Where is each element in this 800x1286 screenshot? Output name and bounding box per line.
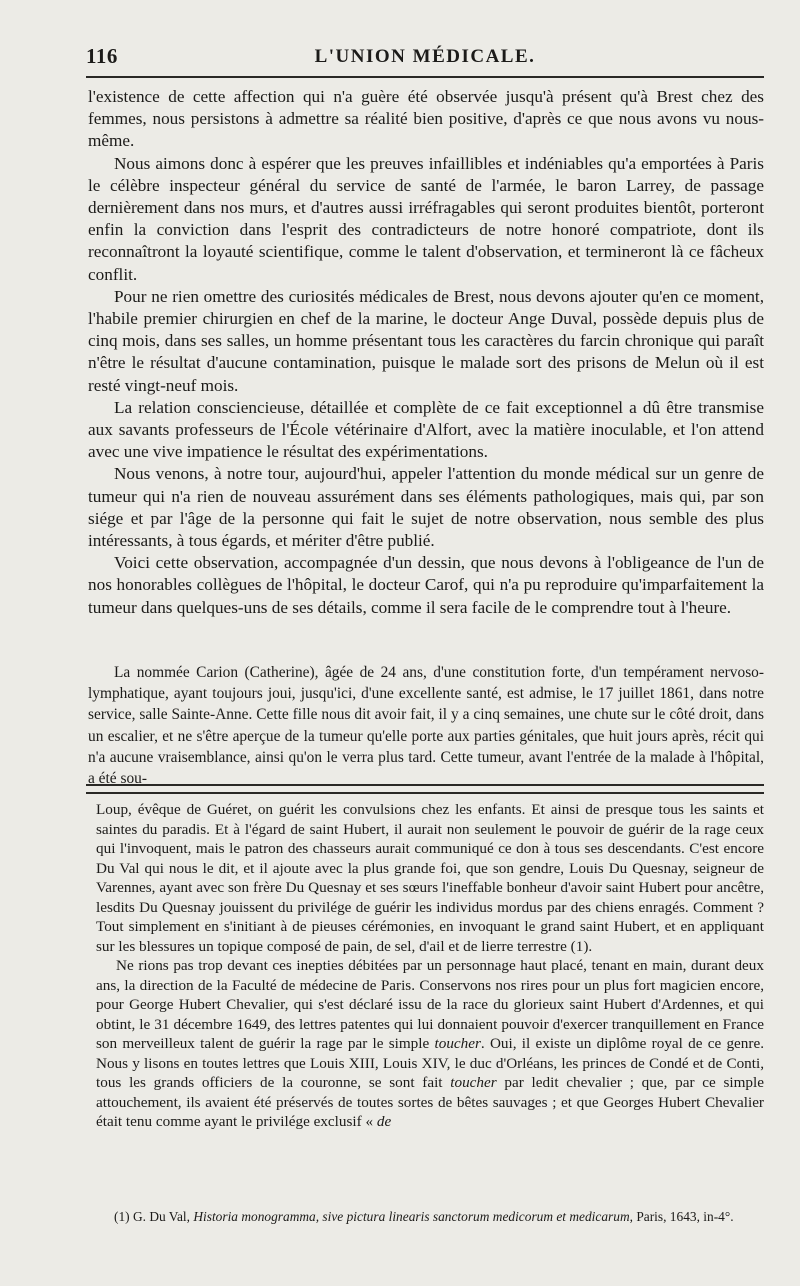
main-paragraph-3: Pour ne rien omettre des curiosités médicales de Brest, nous devons ajouter qu'en ce moment, l'habile premier chirurgien en chef de la marine, le docteur Ange Duval, possède depuis plus de cinq mois, dans ses salles, un homme présentant tous les caractères du farcin chronique qui paraît n'être le résultat d'aucune contamination, puisque le malade sort des prisons de Melun où il est resté vingt-neuf mois. <box>88 286 764 395</box>
main-paragraph-1: l'existence de cette affection qui n'a guère été observée jusqu'à présent qu'à Brest chez des femmes, nous persistons à admettre sa réalité bien positive, d'après ce que nous avons vu nous-même. <box>88 87 764 151</box>
italic-word: de <box>376 1113 392 1130</box>
main-text <box>88 86 764 619</box>
feuilleton-text-run: Ne rions pas trop devant ces inepties débitées par un personnage haut placé, tenant en main, durant deux ans, la direction de la Faculté de médecine de Paris. Conservons nos rires pour un plus fort magicien encore, pour George Hubert Chevalier, qui s'est déclaré issu de la race du glorieux saint Hubert d'Ardennes, et qui obtint, le 31 décembre 1649, des lettres patentes qui lui donnaient pouvoir d'exercer tranquillement en France son merveilleux talent de guérir la rage par le simple <box>96 957 764 1052</box>
case-paragraph: La nommée Carion (Catherine), âgée de 24 ans, d'une constitution forte, d'un tempérament nervoso-lymphatique, ayant toujours joui, jusqu'ici, d'une excellente santé, est admise, le 17 juillet 1861, dans notre service, salle Sainte-Anne. Cette fille nous dit avoir fait, il y a cinq semaines, une chute sur le côté droit, dans un escalier, et ne s'être aperçue de la tumeur qu'elle porte aux parties génitales, que huit jours après, récit qui n'a aucune vraisemblance, ainsi qu'on le verra plus tard. Cette tumeur, avant l'entrée de la malade à l'hôpital, a été sou- <box>88 664 764 788</box>
footnote <box>100 1208 764 1225</box>
footnote-title: Historia monogramma, sive pictura linearis sanctorum medicorum et medicarum <box>193 1209 630 1224</box>
main-paragraph-6: Voici cette observation, accompagnée d'un dessin, que nous devons à l'obligeance de l'un de nos honorables collègues de l'hôpital, le docteur Carof, qui n'a pu reproduire qu'imparfaitement la tumeur dans quelques-uns de ses détails, comme il sera facile de le comprendre tout à l'heure. <box>88 553 764 617</box>
footnote-prefix: (1) G. Du Val, <box>114 1209 194 1224</box>
page-number: 116 <box>86 44 118 68</box>
footnote-text <box>100 1208 764 1225</box>
main-paragraph-5: Nous venons, à notre tour, aujourd'hui, appeler l'attention du monde médical sur un genre de tumeur qui n'a rien de nouveau assurément dans ses éléments pathologiques, mais qui, par son siége et par l'âge de la personne qui fait le sujet de notre observation, nous semble des plus intéressants, à tous égards, et mériter d'être publié. <box>88 464 764 551</box>
page-header <box>86 44 764 70</box>
main-paragraph-2: Nous aimons donc à espérer que les preuves infaillibles et indéniables qu'a emportées à Paris le célèbre inspecteur général du service de santé de l'armée, le baron Larrey, de passage dernièrement dans nos murs, et d'autres aussi irréfragables qui seront produites bientôt, porteront enfin la conviction dans l'esprit des contradicteurs de notre honoré compatriote, dont ils reconnaîtront la loyauté scientifique, comme le talent d'observation, et termineront là ce fâcheux conflit. <box>88 153 764 284</box>
feuilleton-separator <box>86 784 764 794</box>
feuilleton-text-run: par ledit chevalier ; que, par ce simple attouchement, ils avaient été préservés de toutes sortes de bêtes sauvages ; et que Georges Hubert Chevalier était tenu comme ayant le privilége exclusif « <box>96 1074 764 1130</box>
header-rule <box>86 76 764 78</box>
feuilleton-paragraph-1: Loup, évêque de Guéret, on guérit les convulsions chez les enfants. Et ainsi de presque tous les saints et saintes du paradis. Et à l'égard de saint Hubert, il aurait non seulement le pouvoir de guérir de la rage ceux qui l'invoquent, mais le patron des chasseurs aurait communiqué ce don à tous ses descendants. C'est encore Du Val qui nous le dit, et il ajoute avec la plus grande foi, que son gendre, Louis Du Quesnay, seigneur de Varennes, ayant avec son frère Du Quesnay et ses sœurs l'ineffable bonheur d'avoir saint Hubert pour ancêtre, lesdits Du Quesnay jouissent du privilége de guérir les individus mordus par des chiens enragés. Comment ? Tout simplement en s'initiant à de pieuses cérémonies, en invoquant le grand saint Hubert, et en appliquant sur les blessures un topique composé de pain, de sel, d'ail et de lierre terrestre (1). <box>96 801 764 955</box>
feuilleton-paragraph-2 <box>96 956 764 1132</box>
italic-word: toucher <box>434 1035 481 1052</box>
feuilleton-text-run: . Oui, il existe un diplôme royal de ce genre. Nous y lisons en toutes lettres que Louis XIII, Louis XIV, le duc d'Orléans, les princes de Condé et de Conti, tous les grands officiers de la couronne, se sont fait <box>96 1035 764 1091</box>
case-report <box>88 662 764 789</box>
feuilleton-text <box>96 800 764 1132</box>
italic-word: toucher <box>450 1074 497 1091</box>
running-title: L'UNION MÉDICALE. <box>314 46 536 67</box>
footnote-suffix: , Paris, 1643, in-4°. <box>629 1209 734 1224</box>
main-paragraph-4: La relation consciencieuse, détaillée et complète de ce fait exceptionnel a dû être transmise aux savants professeurs de l'École vétérinaire d'Alfort, avec la matière inoculable, et l'on attend avec une vive impatience le résultat des expérimentations. <box>88 397 764 462</box>
